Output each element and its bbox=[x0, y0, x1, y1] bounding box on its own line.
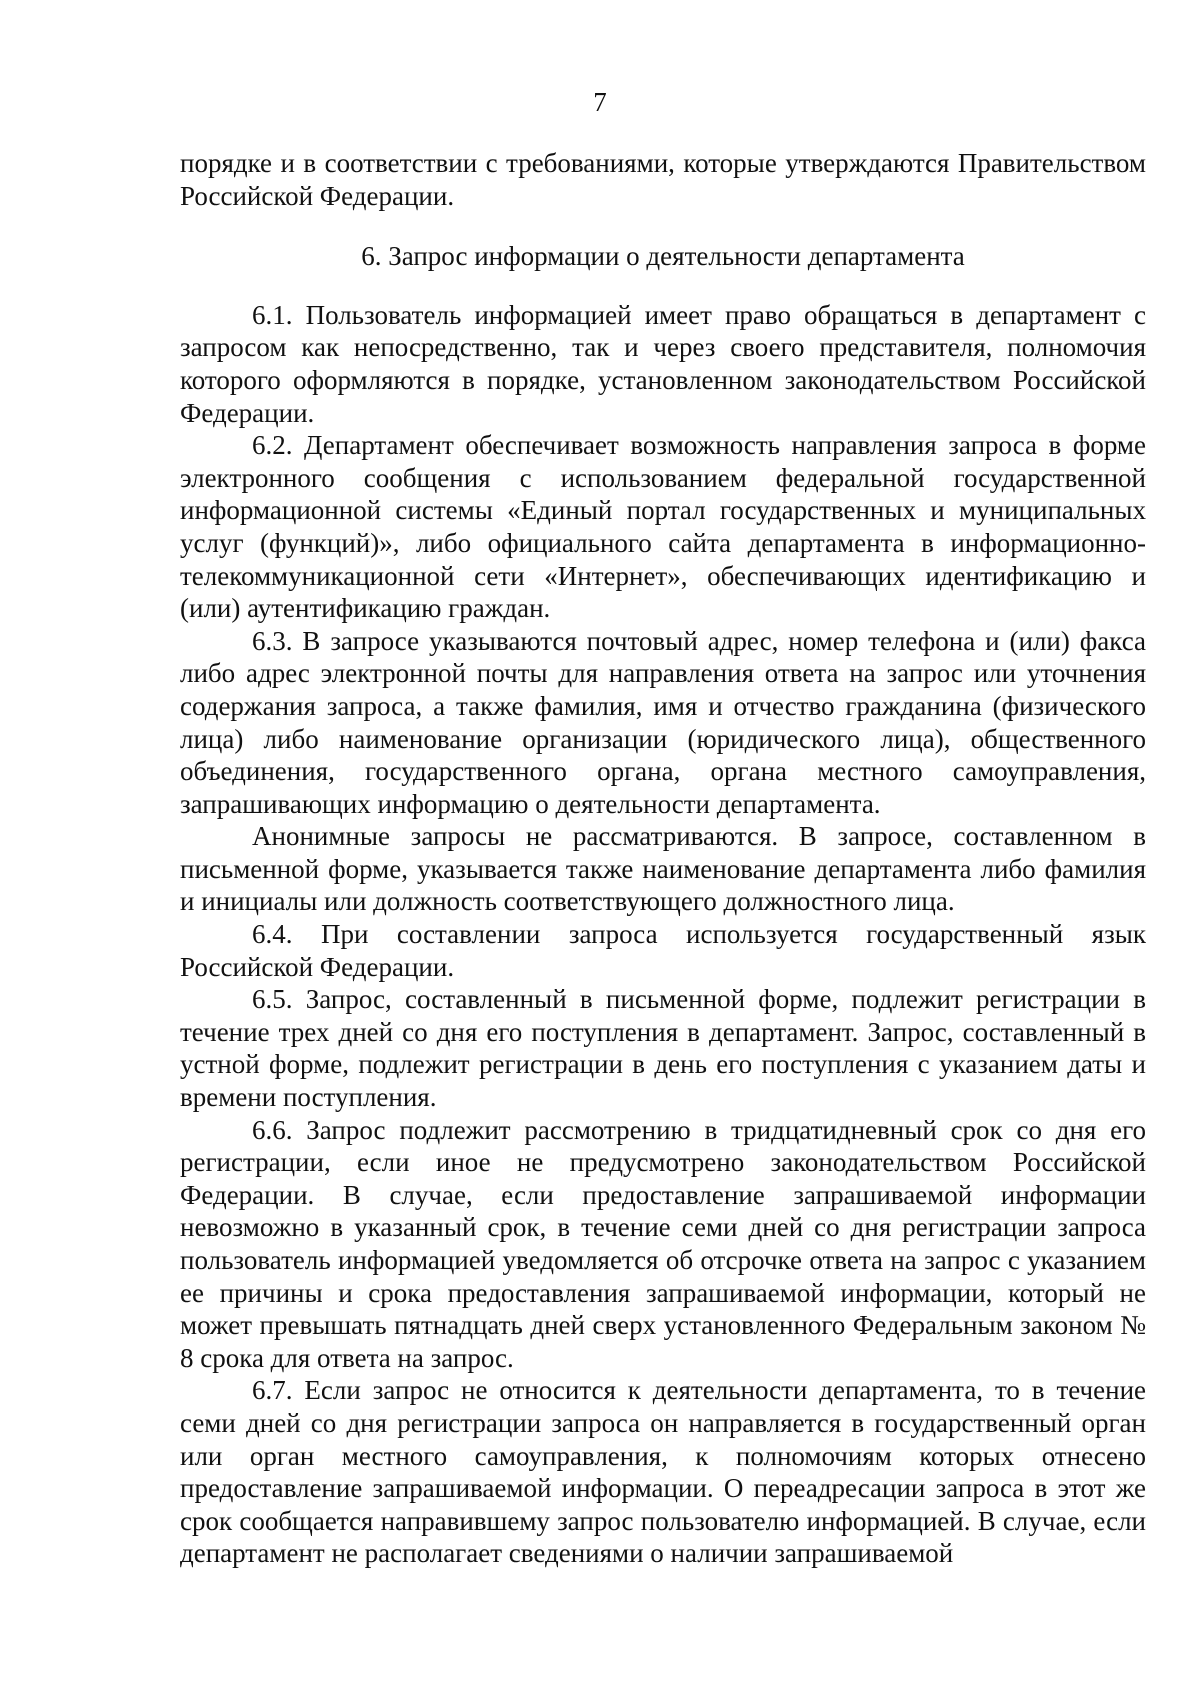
paragraph-anonymous-requests: Анонимные запросы не рассматриваются. В запросе, составленном в письменной форме, указывается также наименование департамента либо фамилия и инициалы или должность соответствующего должностного лица. bbox=[180, 821, 1146, 917]
paragraph-6-5: 6.5. Запрос, составленный в письменной форме, подлежит регистрации в течение трех дней со дня его поступления в департамент. Запрос, составленный в устной форме, подлежит регистрации в день его поступления с указанием даты и времени поступления. bbox=[180, 984, 1146, 1113]
section-heading: 6. Запрос информации о деятельности департамента bbox=[361, 241, 965, 272]
page-number: 7 bbox=[593, 87, 607, 117]
paragraph-6-4: 6.4. При составлении запроса используется государственный язык Российской Федерации. bbox=[180, 919, 1146, 982]
paragraph-6-1: 6.1. Пользователь информацией имеет право обращаться в департамент с запросом как непосредственно, так и через своего представителя, полномочия которого оформляются в порядке, установленном законодательством Российской Федерации. bbox=[180, 299, 1146, 428]
paragraph-6-6: 6.6. Запрос подлежит рассмотрению в тридцатидневный срок со дня его регистрации, если иное не предусмотрено законодательством Российской Федерации. В случае, если предоставление запрашиваемой информации невозможно в указанный срок, в течение семи дней со дня регистрации запроса пользователь информацией уведомляется об отсрочке ответа на запрос с указанием ее причины и срока предоставления запрашиваемой информации, который не может превышать пятнадцать дней сверх установленного Федеральным законом № 8 срока для ответа на запрос. bbox=[180, 1114, 1146, 1373]
paragraph-6-3: 6.3. В запросе указываются почтовый адрес, номер телефона и (или) факса либо адрес электронной почты для направления ответа на запрос или уточнения содержания запроса, а также фамилия, имя и отчество гражданина (физического лица) либо наименование организации (юридического лица), общественного объединения, государственного органа, органа местного самоуправления, запрашивающих информацию о деятельности департамента. bbox=[180, 625, 1146, 819]
paragraph-6-7: 6.7. Если запрос не относится к деятельности департамента, то в течение семи дней со дня регистрации запроса он направляется в государственный орган или орган местного самоуправления, к полномочиям которых отнесено предоставление запрашиваемой информации. О переадресации запроса в этот же срок сообщается направившему запрос пользователю информацией. В случае, если департамент не располагает сведениями о наличии запрашиваемой bbox=[180, 1375, 1146, 1569]
intro-paragraph: порядке и в соответствии с требованиями, которые утверждаются Правительством Российской Федерации. bbox=[180, 148, 1146, 211]
paragraph-6-2: 6.2. Департамент обеспечивает возможность направления запроса в форме электронного сообщения с использованием федеральной государственной информационной системы «Единый портал государственных и муниципальных услуг (функций)», либо официального сайта департамента в информационно-телекоммуникационной сети «Интернет», обеспечивающих идентификацию и (или) аутентификацию граждан. bbox=[180, 430, 1146, 624]
document-body bbox=[180, 147, 1146, 1570]
